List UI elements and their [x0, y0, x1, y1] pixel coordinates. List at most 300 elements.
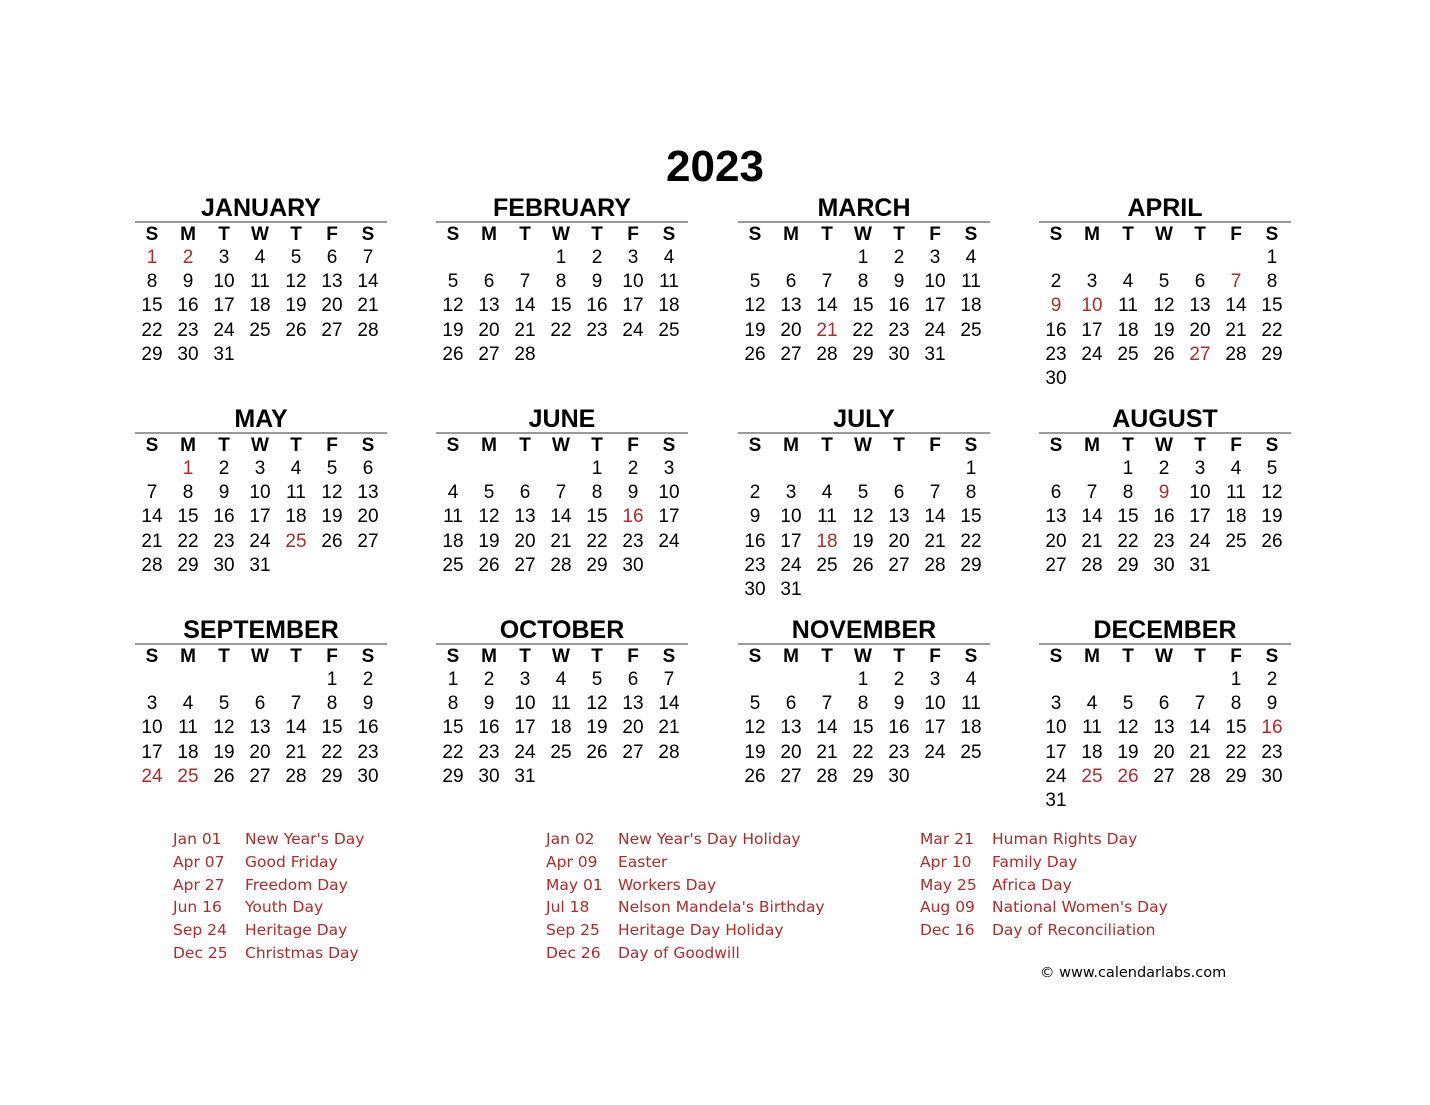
day-cell: 21: [658, 717, 680, 739]
month-name: DECEMBER: [1093, 616, 1237, 644]
day-cell: 25: [658, 319, 680, 341]
day-cell: 30: [357, 765, 379, 787]
day-cell: 16: [177, 295, 199, 317]
day-cell: 6: [893, 482, 905, 504]
day-cell: 12: [852, 506, 874, 528]
day-cell: 17: [249, 506, 271, 528]
day-cell: 26: [1153, 343, 1175, 365]
day-cell: 26: [213, 765, 235, 787]
day-cell: 26: [586, 741, 608, 763]
month-name: AUGUST: [1112, 405, 1218, 433]
holiday-date: Sep 25: [546, 921, 600, 940]
empty-cell: [737, 457, 773, 481]
day-cell: 4: [290, 458, 302, 479]
day-cell: 9: [893, 693, 905, 715]
day-cell: 17: [658, 506, 680, 528]
empty-cell: [809, 457, 845, 481]
day-cell: 22: [852, 319, 874, 341]
empty-cell: [134, 457, 170, 481]
day-cell: 18: [177, 741, 199, 763]
holiday-date: Apr 07: [173, 852, 225, 871]
weekday-label: M: [1084, 435, 1100, 456]
day-cell: 14: [816, 295, 838, 317]
day-cell: 10: [780, 506, 802, 528]
empty-cell: [845, 457, 881, 481]
weekday-label: M: [481, 646, 497, 667]
weekday-label: T: [519, 224, 531, 245]
day-cell: 20: [780, 741, 802, 763]
day-cell: 20: [1045, 530, 1067, 552]
holiday-entry: [173, 942, 364, 965]
holiday-name: New Year's Day Holiday: [618, 830, 801, 848]
day-cell: 4: [447, 482, 459, 504]
day-cell: 3: [929, 247, 941, 268]
day-cell: 13: [478, 295, 500, 317]
day-cell: 21: [285, 741, 307, 763]
day-cell: 27: [478, 343, 500, 365]
day-cell: 15: [141, 295, 163, 317]
day-cell: 23: [586, 319, 608, 341]
day-cell: 19: [1117, 741, 1139, 763]
weekday-label: S: [446, 435, 460, 456]
day-cell: 2: [1050, 271, 1062, 293]
day-cell: 20: [321, 295, 343, 317]
weekday-label: T: [218, 435, 230, 456]
day-cell: 18: [960, 295, 982, 317]
day-cell: 21: [357, 295, 379, 317]
weekday-label: M: [180, 646, 196, 667]
day-cell: 22: [550, 319, 572, 341]
weekday-label: W: [1155, 435, 1173, 456]
day-cell: 21: [1081, 530, 1103, 552]
month-name: MARCH: [817, 194, 911, 222]
day-cell: 1: [182, 458, 194, 479]
weekday-label: S: [748, 435, 762, 456]
weekday-label: S: [748, 646, 762, 667]
day-cell: 23: [357, 741, 379, 763]
weekday-label: S: [1265, 224, 1279, 245]
day-cell: 25: [442, 554, 464, 576]
day-cell: 13: [1189, 295, 1211, 317]
day-cell: 14: [357, 271, 379, 293]
month-march: [737, 195, 991, 367]
day-grid: [134, 246, 388, 367]
day-cell: 13: [514, 506, 536, 528]
day-cell: 14: [550, 506, 572, 528]
day-cell: 20: [478, 319, 500, 341]
day-cell: 9: [1050, 295, 1062, 317]
weekday-label: F: [929, 435, 941, 456]
weekday-label: S: [662, 224, 676, 245]
day-cell: 17: [1081, 319, 1103, 341]
day-cell: 2: [182, 247, 194, 268]
empty-cell: [206, 668, 242, 692]
day-cell: 6: [362, 458, 374, 479]
day-cell: 13: [1045, 506, 1067, 528]
weekday-label: M: [180, 435, 196, 456]
weekday-label: T: [1194, 224, 1206, 245]
day-cell: 26: [1261, 530, 1283, 552]
holiday-entry: [546, 828, 825, 851]
weekday-header: [435, 223, 689, 246]
day-cell: 14: [141, 506, 163, 528]
weekday-label: S: [145, 224, 159, 245]
holiday-name: Day of Goodwill: [618, 943, 740, 962]
day-cell: 20: [888, 530, 910, 552]
weekday-label: S: [1265, 646, 1279, 667]
weekday-label: T: [1122, 435, 1134, 456]
day-cell: 3: [929, 669, 941, 690]
weekday-label: W: [251, 224, 269, 245]
day-cell: 21: [924, 530, 946, 552]
day-cell: 11: [659, 271, 679, 293]
day-cell: 30: [1261, 765, 1283, 787]
day-cell: 31: [780, 578, 802, 600]
empty-cell: [1038, 246, 1074, 270]
weekday-label: W: [854, 646, 872, 667]
day-cell: 28: [658, 741, 680, 763]
day-cell: 30: [1153, 554, 1175, 576]
day-cell: 8: [182, 482, 194, 504]
month-name: MAY: [234, 405, 288, 433]
day-cell: 20: [622, 717, 644, 739]
day-cell: 13: [321, 271, 343, 293]
day-grid: [737, 668, 991, 789]
day-cell: 21: [1225, 319, 1247, 341]
holiday-date: Aug 09: [920, 898, 975, 917]
day-cell: 17: [141, 741, 163, 763]
weekday-label: S: [748, 224, 762, 245]
day-cell: 16: [586, 295, 608, 317]
holiday-date: Apr 09: [546, 852, 598, 871]
holiday-date: Jan 01: [173, 830, 222, 848]
weekday-label: W: [854, 224, 872, 245]
day-cell: 4: [1086, 693, 1098, 715]
empty-cell: [1182, 668, 1218, 692]
day-cell: 7: [821, 693, 833, 715]
day-cell: 5: [749, 693, 761, 715]
day-cell: 10: [1081, 295, 1103, 317]
weekday-header: [134, 223, 388, 246]
day-cell: 6: [1050, 482, 1062, 504]
weekday-label: S: [662, 646, 676, 667]
day-cell: 16: [622, 506, 644, 528]
holiday-name: Youth Day: [245, 898, 324, 917]
day-cell: 16: [478, 717, 500, 739]
day-cell: 22: [852, 741, 874, 763]
day-cell: 27: [780, 343, 802, 365]
day-cell: 6: [326, 247, 338, 268]
day-cell: 14: [1225, 295, 1247, 317]
day-cell: 5: [447, 271, 459, 293]
day-cell: 15: [321, 717, 343, 739]
day-cell: 30: [888, 765, 910, 787]
holiday-entry: [920, 874, 1168, 897]
day-cell: 18: [1225, 506, 1247, 528]
day-cell: 16: [1153, 506, 1175, 528]
day-cell: 26: [321, 530, 343, 552]
empty-cell: [1074, 246, 1110, 270]
day-cell: 17: [1045, 741, 1067, 763]
day-cell: 1: [1122, 458, 1134, 479]
holiday-entry: [546, 942, 825, 965]
weekday-label: F: [1230, 224, 1242, 245]
empty-cell: [471, 246, 507, 270]
holiday-name: Day of Reconciliation: [992, 921, 1156, 940]
day-cell: 1: [1266, 247, 1278, 268]
day-cell: 29: [1225, 765, 1247, 787]
weekday-label: F: [326, 435, 338, 456]
day-cell: 12: [744, 717, 766, 739]
weekday-label: W: [854, 435, 872, 456]
weekday-label: T: [893, 224, 905, 245]
day-cell: 24: [622, 319, 644, 341]
day-cell: 8: [965, 482, 977, 504]
day-cell: 25: [1117, 343, 1139, 365]
day-cell: 6: [785, 271, 797, 293]
holiday-entry: [920, 896, 1168, 919]
empty-cell: [1038, 457, 1074, 481]
day-cell: 29: [177, 554, 199, 576]
day-cell: 3: [1194, 458, 1206, 479]
empty-cell: [435, 457, 471, 481]
day-cell: 15: [960, 506, 982, 528]
day-cell: 24: [1081, 343, 1103, 365]
day-cell: 29: [141, 343, 163, 365]
weekday-header: [1038, 434, 1292, 457]
day-cell: 11: [1118, 295, 1138, 317]
day-cell: 21: [141, 530, 163, 552]
day-cell: 2: [1266, 669, 1278, 690]
weekday-label: S: [964, 646, 978, 667]
day-cell: 7: [1194, 693, 1206, 715]
weekday-label: T: [290, 435, 302, 456]
day-cell: 3: [1086, 271, 1098, 293]
month-name: APRIL: [1127, 194, 1203, 222]
day-cell: 18: [285, 506, 307, 528]
day-cell: 22: [141, 319, 163, 341]
day-cell: 2: [218, 458, 230, 479]
empty-cell: [170, 668, 206, 692]
day-cell: 28: [357, 319, 379, 341]
day-grid: [134, 668, 388, 789]
day-cell: 31: [1189, 554, 1211, 576]
day-cell: 11: [961, 693, 981, 715]
holiday-date: Jul 18: [546, 898, 590, 917]
holiday-date: Jan 02: [546, 830, 595, 848]
day-cell: 6: [519, 482, 531, 504]
day-cell: 1: [146, 247, 158, 268]
day-cell: 25: [285, 530, 307, 552]
day-cell: 25: [1225, 530, 1247, 552]
empty-cell: [1110, 668, 1146, 692]
weekday-label: F: [929, 224, 941, 245]
day-cell: 13: [357, 482, 379, 504]
weekday-label: M: [180, 224, 196, 245]
day-grid: [1038, 668, 1292, 813]
day-cell: 8: [857, 693, 869, 715]
day-cell: 3: [519, 669, 531, 690]
day-cell: 2: [483, 669, 495, 690]
day-cell: 5: [290, 247, 302, 268]
holiday-name: Workers Day: [618, 875, 717, 894]
day-cell: 23: [622, 530, 644, 552]
day-cell: 1: [447, 669, 459, 690]
weekday-label: T: [893, 435, 905, 456]
day-cell: 2: [627, 458, 639, 479]
day-cell: 3: [785, 482, 797, 504]
empty-cell: [1110, 246, 1146, 270]
weekday-label: T: [591, 435, 603, 456]
day-cell: 8: [1122, 482, 1134, 504]
day-cell: 14: [514, 295, 536, 317]
weekday-label: S: [446, 646, 460, 667]
day-cell: 9: [893, 271, 905, 293]
month-name: NOVEMBER: [791, 616, 937, 644]
empty-cell: [1146, 668, 1182, 692]
day-cell: 8: [591, 482, 603, 504]
weekday-label: W: [1155, 224, 1173, 245]
empty-cell: [1074, 668, 1110, 692]
weekday-label: M: [783, 646, 799, 667]
day-grid: [737, 246, 991, 367]
day-cell: 7: [1086, 482, 1098, 504]
day-cell: 8: [326, 693, 338, 715]
day-cell: 10: [141, 717, 163, 739]
day-cell: 20: [1153, 741, 1175, 763]
day-cell: 12: [213, 717, 235, 739]
day-cell: 13: [622, 693, 644, 715]
weekday-header: [1038, 223, 1292, 246]
day-cell: 8: [1266, 271, 1278, 293]
day-cell: 3: [218, 247, 230, 268]
day-cell: 15: [586, 506, 608, 528]
day-cell: 27: [1189, 343, 1211, 365]
day-cell: 2: [362, 669, 374, 690]
weekday-label: S: [361, 646, 375, 667]
empty-cell: [134, 668, 170, 692]
weekday-label: T: [591, 224, 603, 245]
day-cell: 27: [514, 554, 536, 576]
day-cell: 31: [514, 765, 536, 787]
day-grid: [435, 457, 689, 578]
credit-link[interactable]: © www.calendarlabs.com: [1040, 965, 1227, 981]
day-cell: 25: [816, 554, 838, 576]
holiday-date: Mar 21: [920, 830, 974, 848]
day-cell: 20: [1189, 319, 1211, 341]
day-cell: 7: [362, 247, 374, 268]
day-cell: 2: [1158, 458, 1170, 479]
day-cell: 22: [1261, 319, 1283, 341]
month-november: [737, 617, 991, 789]
day-cell: 4: [821, 482, 833, 504]
day-cell: 15: [852, 717, 874, 739]
weekday-label: T: [290, 646, 302, 667]
holiday-name: Freedom Day: [245, 875, 348, 894]
day-cell: 6: [254, 693, 266, 715]
day-cell: 7: [290, 693, 302, 715]
day-cell: 21: [514, 319, 536, 341]
day-cell: 2: [893, 247, 905, 268]
day-cell: 3: [254, 458, 266, 479]
day-cell: 19: [442, 319, 464, 341]
day-cell: 17: [1189, 506, 1211, 528]
day-cell: 28: [1081, 554, 1103, 576]
day-cell: 22: [442, 741, 464, 763]
weekday-label: M: [481, 224, 497, 245]
holiday-date: Apr 27: [173, 875, 225, 894]
day-cell: 12: [285, 271, 307, 293]
day-cell: 30: [888, 343, 910, 365]
empty-cell: [242, 668, 278, 692]
day-cell: 1: [591, 458, 603, 479]
day-cell: 22: [1117, 530, 1139, 552]
day-cell: 24: [1189, 530, 1211, 552]
empty-cell: [881, 457, 917, 481]
empty-cell: [1038, 668, 1074, 692]
day-cell: 9: [591, 271, 603, 293]
day-cell: 23: [888, 319, 910, 341]
holiday-date: Dec 26: [546, 943, 601, 962]
holiday-date: May 01: [546, 875, 603, 894]
day-cell: 6: [1194, 271, 1206, 293]
day-cell: 22: [177, 530, 199, 552]
day-cell: 9: [218, 482, 230, 504]
day-cell: 23: [478, 741, 500, 763]
day-cell: 5: [591, 669, 603, 690]
holiday-column: [920, 828, 1168, 942]
day-cell: 28: [550, 554, 572, 576]
day-grid: [435, 246, 689, 367]
month-name: JULY: [833, 405, 895, 433]
day-cell: 12: [586, 693, 608, 715]
day-cell: 15: [1117, 506, 1139, 528]
weekday-label: W: [552, 224, 570, 245]
weekday-header: [737, 223, 991, 246]
day-cell: 8: [555, 271, 567, 293]
day-cell: 4: [182, 693, 194, 715]
empty-cell: [809, 246, 845, 270]
day-cell: 12: [1261, 482, 1283, 504]
weekday-header: [435, 645, 689, 668]
day-cell: 9: [483, 693, 495, 715]
holiday-entry: [920, 919, 1168, 942]
day-cell: 31: [249, 554, 271, 576]
day-cell: 7: [1230, 271, 1242, 293]
day-cell: 12: [744, 295, 766, 317]
holiday-name: New Year's Day: [245, 830, 365, 848]
weekday-label: T: [591, 646, 603, 667]
weekday-label: S: [446, 224, 460, 245]
day-cell: 13: [888, 506, 910, 528]
day-cell: 28: [1225, 343, 1247, 365]
day-cell: 29: [852, 765, 874, 787]
day-cell: 22: [321, 741, 343, 763]
holiday-name: Good Friday: [245, 852, 338, 871]
weekday-label: T: [821, 646, 833, 667]
empty-cell: [1146, 246, 1182, 270]
day-cell: 18: [442, 530, 464, 552]
holiday-entry: [546, 919, 825, 942]
day-cell: 22: [960, 530, 982, 552]
day-cell: 11: [1226, 482, 1246, 504]
month-name: FEBRUARY: [493, 194, 631, 222]
day-cell: 31: [924, 343, 946, 365]
day-cell: 11: [961, 271, 981, 293]
day-cell: 16: [1045, 319, 1067, 341]
day-cell: 16: [357, 717, 379, 739]
day-cell: 23: [177, 319, 199, 341]
